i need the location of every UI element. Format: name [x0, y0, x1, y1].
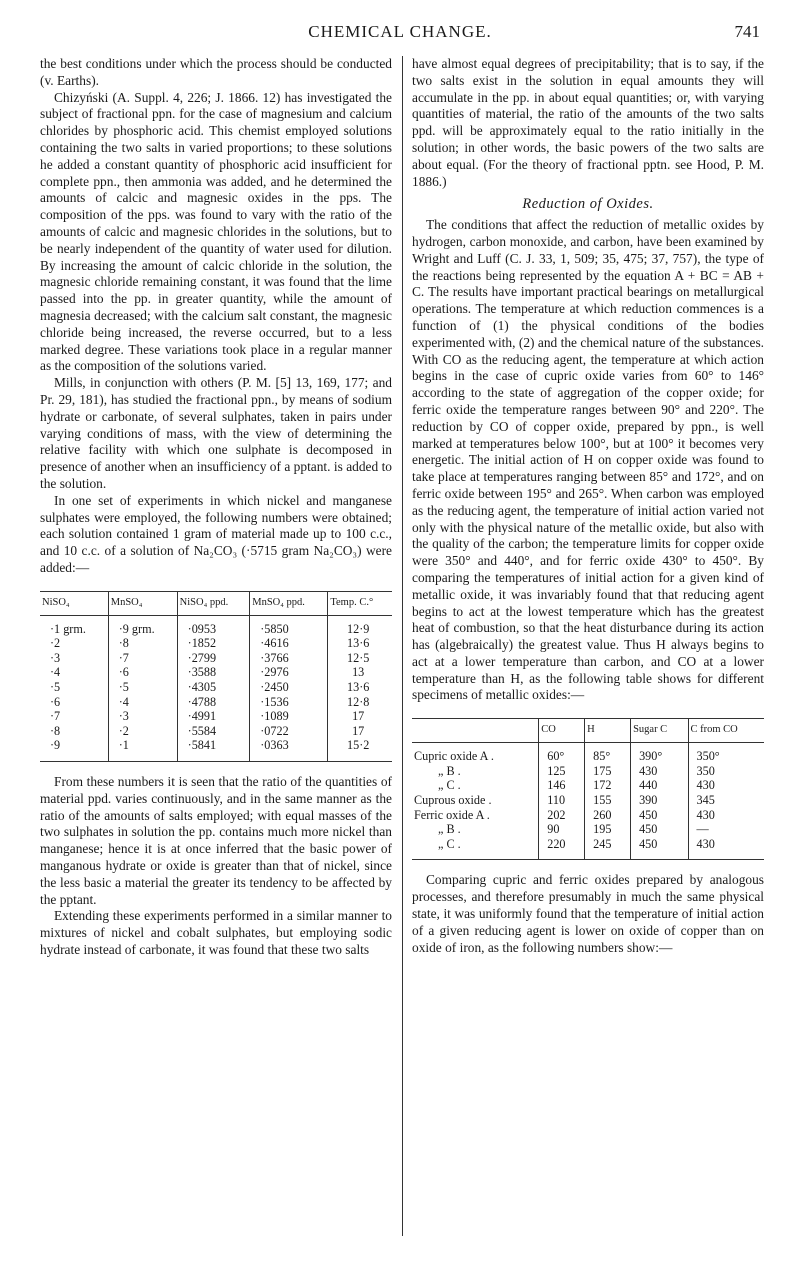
- page-header: [40, 22, 760, 46]
- table-cell: ·0953: [177, 615, 250, 636]
- column-divider: [402, 56, 403, 1236]
- table-cell: ·5850: [250, 615, 328, 636]
- paragraph: The conditions that affect the reduction of metallic oxides by hydrogen, carbon monoxide, and carbon, have been examined by Wright and Luff (C. J. 33, 1, 509; 35, 475; 37, 757), the type of the reactions being represented by the equation A + BC = AB + C. The results have important practical bearings on metallurgical operations. The temperature at which reduction commences is a function of (1) the physical conditions of the bodies experimented with, (2) and the chemical nature of the substances. With CO as the reducing agent, the temperature at which action begins in the case of cupric oxide varies from 60° to 146° according to the state of aggregation of the copper oxide; for ferric oxide the temperature ranges between 90° and 220°. The reduction by CO of copper oxide, prepared by ppn., is well marked at temperatures below 100°, but at 100° it becomes very energetic. The initial action of H on copper oxide was found to take place at temperatures ranging between 85° and 172°, and on ferric oxide between 195° and 265°. When carbon was employed as the reducing agent, the temperature of initial action varied not only with the physical nature of the metallic oxide, but also with the quality of the carbon; the temperature limits for copper oxide were 350° and 440°, and for ferric oxide 430° to 450°. By comparing the temperatures of initial action for a given kind of metallic oxide, it was invariably found that that reducing agent begins to act at the lowest temperature which has the greatest heat of combustion, so that the heat disturbance during its action has (algebraically) the greatest value. Thus H always begins to act at a lower temperature than carbon, and CO at a lower temperature than H, as the following table shows for different specimens of metallic oxides:—: [412, 217, 764, 703]
- table-cell: 15·2: [328, 738, 392, 761]
- table-cell: 260: [585, 808, 631, 823]
- table-cell: ·6: [50, 694, 61, 709]
- paragraph: Comparing cupric and ferric oxides prepared by analogous processes, and therefore presumably in much the same physical state, it was uniformly found that the temperature of initial action of a given reducing agent is lower on oxide of copper than on oxide of iron, as the following numbers show:—: [412, 872, 764, 955]
- table-cell: 430: [688, 808, 764, 823]
- table-cell: ·4: [108, 695, 177, 710]
- table-row: [412, 743, 764, 764]
- table-cell: 450: [631, 822, 688, 837]
- table-cell: 440: [631, 778, 688, 793]
- table-cell: ·2: [108, 724, 177, 739]
- column-header: H: [585, 719, 631, 743]
- table-cell: ·1: [108, 738, 177, 761]
- table-cell: Cupric oxide A .: [414, 749, 494, 764]
- table-cell: ·4788: [177, 695, 250, 710]
- table-cell: ·7: [108, 651, 177, 666]
- table-cell: ·0363: [250, 738, 328, 761]
- table-row: [412, 808, 764, 823]
- paragraph: Chizyński (A. Suppl. 4, 226; J. 1866. 12) has investigated the subject of fractional ppn. for the case of magnesium and calcium chlorides by phosphoric acid. This chemist employed solutions containing the two salts in varied proportions; to these solutions he added a constant quantity of phosphoric acid insufficient for complete ppn., then ammonia was added, and he determined the amounts of calcic and magnesic oxides in the pps. The composition of the pps. was found to vary with the ratio of the amounts of calcic and magnesic chlorides in the solutions, but to be nearly independent of the quantity of water used for dilution. By increasing the amount of calcic chloride in the solution, the magnesic chloride remaining constant, it was found that the lime passed into the pp. in greater quantity, while the amount of magnesia decreased; with the calcium salt constant, the magnesic chloride being increased, the reverse occurred, but to a less marked degree. These variations took place in a regular manner as the composition of the solutions varied.: [40, 89, 392, 374]
- table-cell: 13·6: [328, 636, 392, 651]
- table-cell: ·8: [50, 723, 61, 738]
- column-header: MnSO₄: [108, 591, 177, 615]
- table-cell: Ferric oxide A .: [414, 807, 490, 822]
- table-cell: ·9 grm.: [108, 615, 177, 636]
- table-cell: ·1852: [177, 636, 250, 651]
- table-cell: 17: [328, 724, 392, 739]
- table-cell: ·8: [108, 636, 177, 651]
- column-header: [412, 719, 539, 743]
- paragraph: From these numbers it is seen that the ratio of the quantities of material ppd. varies continuously, and in the same manner as the ratio of the amounts of salts employed; with equal masses of the two sulphates in solution the pp. contains much more nickel than manganese; hence it is at once inferred that the basic power of manganous hydrate or oxide is greater than that of nickel, since the less basic a material the greater its tendency to be affected by the pptant.: [40, 774, 392, 907]
- table-cell: 12·5: [328, 651, 392, 666]
- paragraph: In one set of experiments in which nickel and manganese sulphates were employed, the following numbers were obtained; each solution contained 1 gram of material made up to 100 c.c., and 10 c.c. of a solution of Na₂CO₃ (·5715 gram Na₂CO₃) were added:—: [40, 492, 392, 575]
- table-cell: 450: [631, 808, 688, 823]
- table-cell: 155: [585, 793, 631, 808]
- table-cell: ·9: [50, 738, 61, 753]
- table-cell: 13: [328, 665, 392, 680]
- table-row: [40, 738, 392, 761]
- table-cell: 345: [688, 793, 764, 808]
- table-row: [412, 764, 764, 779]
- table-cell: ·1536: [250, 695, 328, 710]
- column-header: CO: [539, 719, 585, 743]
- table-cell: 90: [539, 822, 585, 837]
- paragraph: the best conditions under which the process should be conducted (v. Earths).: [40, 56, 392, 88]
- table-row: [40, 615, 392, 636]
- table-cell: 245: [585, 837, 631, 860]
- table-cell: 60°: [539, 743, 585, 764]
- table-row: [412, 778, 764, 793]
- table-header-row: [40, 591, 392, 615]
- table-cell: ·7: [50, 709, 61, 724]
- table-cell: 146: [539, 778, 585, 793]
- table-cell: ·3: [108, 709, 177, 724]
- table-row: [412, 837, 764, 860]
- reduction-temperature-table: [412, 718, 764, 860]
- table-cell: 12·9: [328, 615, 392, 636]
- table-row: [412, 793, 764, 808]
- table-cell: ·3588: [177, 665, 250, 680]
- table-cell: 195: [585, 822, 631, 837]
- table-cell: ·6: [108, 665, 177, 680]
- table-cell: 220: [539, 837, 585, 860]
- table-cell: ·4: [50, 665, 61, 680]
- table-cell: 450: [631, 837, 688, 860]
- paragraph: have almost equal degrees of precipitability; that is to say, if the two salts exist in the solution in equal amounts they will accumulate in the pp. in about equal quantities; or, with varying quantities of material, the ratio of the amounts of the two salts ppd. will be approximately equal to the ratio initially in the solution; in other words, the basic powers of the two salts are about equal. (For the theory of fractional pptn. see Hood, P. M. 1886.): [412, 56, 764, 189]
- table-cell: ·3: [50, 650, 61, 665]
- table-row: [40, 680, 392, 695]
- table-cell: 17: [328, 709, 392, 724]
- table-cell: ·2: [50, 636, 61, 651]
- table-cell: ·4991: [177, 709, 250, 724]
- table-row: [40, 665, 392, 680]
- table-cell: 202: [539, 808, 585, 823]
- table-cell: 125: [539, 764, 585, 779]
- table-cell: ·2450: [250, 680, 328, 695]
- table-cell: 350: [688, 764, 764, 779]
- column-header: NiSO₄: [40, 591, 108, 615]
- table-header-row: [412, 719, 764, 743]
- table-cell: 350°: [688, 743, 764, 764]
- table-cell: „ B .: [438, 822, 461, 837]
- table-cell: ·5841: [177, 738, 250, 761]
- table-cell: 390°: [631, 743, 688, 764]
- table-cell: ·1089: [250, 709, 328, 724]
- table-row: [40, 636, 392, 651]
- column-header: MnSO₄ ppd.: [250, 591, 328, 615]
- column-header: NiSO₄ ppd.: [177, 591, 250, 615]
- table-cell: Cuprous oxide .: [414, 793, 492, 808]
- table-cell: 12·8: [328, 695, 392, 710]
- table-cell: 390: [631, 793, 688, 808]
- table-row: [40, 709, 392, 724]
- column-header: Temp. C.°: [328, 591, 392, 615]
- table-cell: 175: [585, 764, 631, 779]
- paragraph: Extending these experiments performed in a similar manner to mixtures of nickel and cobalt sulphates, but employing sodic hydrate instead of carbonate, it was found that these two salts: [40, 908, 392, 958]
- table-row: [40, 695, 392, 710]
- page-number: 741: [734, 22, 760, 41]
- table-cell: „ C .: [438, 778, 461, 793]
- table-cell: 172: [585, 778, 631, 793]
- left-column: [40, 56, 392, 959]
- table-row: [40, 651, 392, 666]
- table-cell: ·4616: [250, 636, 328, 651]
- table-cell: ·2976: [250, 665, 328, 680]
- table-cell: ·1 grm.: [50, 621, 86, 636]
- table-cell: 13·6: [328, 680, 392, 695]
- table-cell: 430: [688, 778, 764, 793]
- table-cell: ·2799: [177, 651, 250, 666]
- column-header: C from CO: [688, 719, 764, 743]
- table-cell: „ C .: [438, 836, 461, 851]
- table-cell: 430: [688, 837, 764, 860]
- nickel-manganese-table: [40, 591, 392, 762]
- section-heading: Reduction of Oxides.: [522, 196, 654, 213]
- table-row: [412, 822, 764, 837]
- table-cell: ·4305: [177, 680, 250, 695]
- paragraph: Mills, in conjunction with others (P. M. [5] 13, 169, 177; and Pr. 29, 181), has studied the fractional ppn., by means of sodium hydrate or carbonate, of several sulphates, taken in pairs under varying conditions of mass, with the view of determining the relative facility with which one sulphate is decomposed in presence of another when an insufficiency of a pptant. is added to the solution.: [40, 375, 392, 491]
- table-cell: 430: [631, 764, 688, 779]
- table-cell: „ B .: [438, 763, 461, 778]
- table-cell: ·0722: [250, 724, 328, 739]
- table-cell: ·5: [108, 680, 177, 695]
- running-title: CHEMICAL CHANGE.: [308, 22, 492, 41]
- right-column: [412, 56, 764, 956]
- table-cell: ·3766: [250, 651, 328, 666]
- table-cell: —: [688, 822, 764, 837]
- table-row: [40, 724, 392, 739]
- table-cell: ·5: [50, 680, 61, 695]
- column-header: Sugar C: [631, 719, 688, 743]
- table-cell: ·5584: [177, 724, 250, 739]
- table-cell: 85°: [585, 743, 631, 764]
- table-cell: 110: [539, 793, 585, 808]
